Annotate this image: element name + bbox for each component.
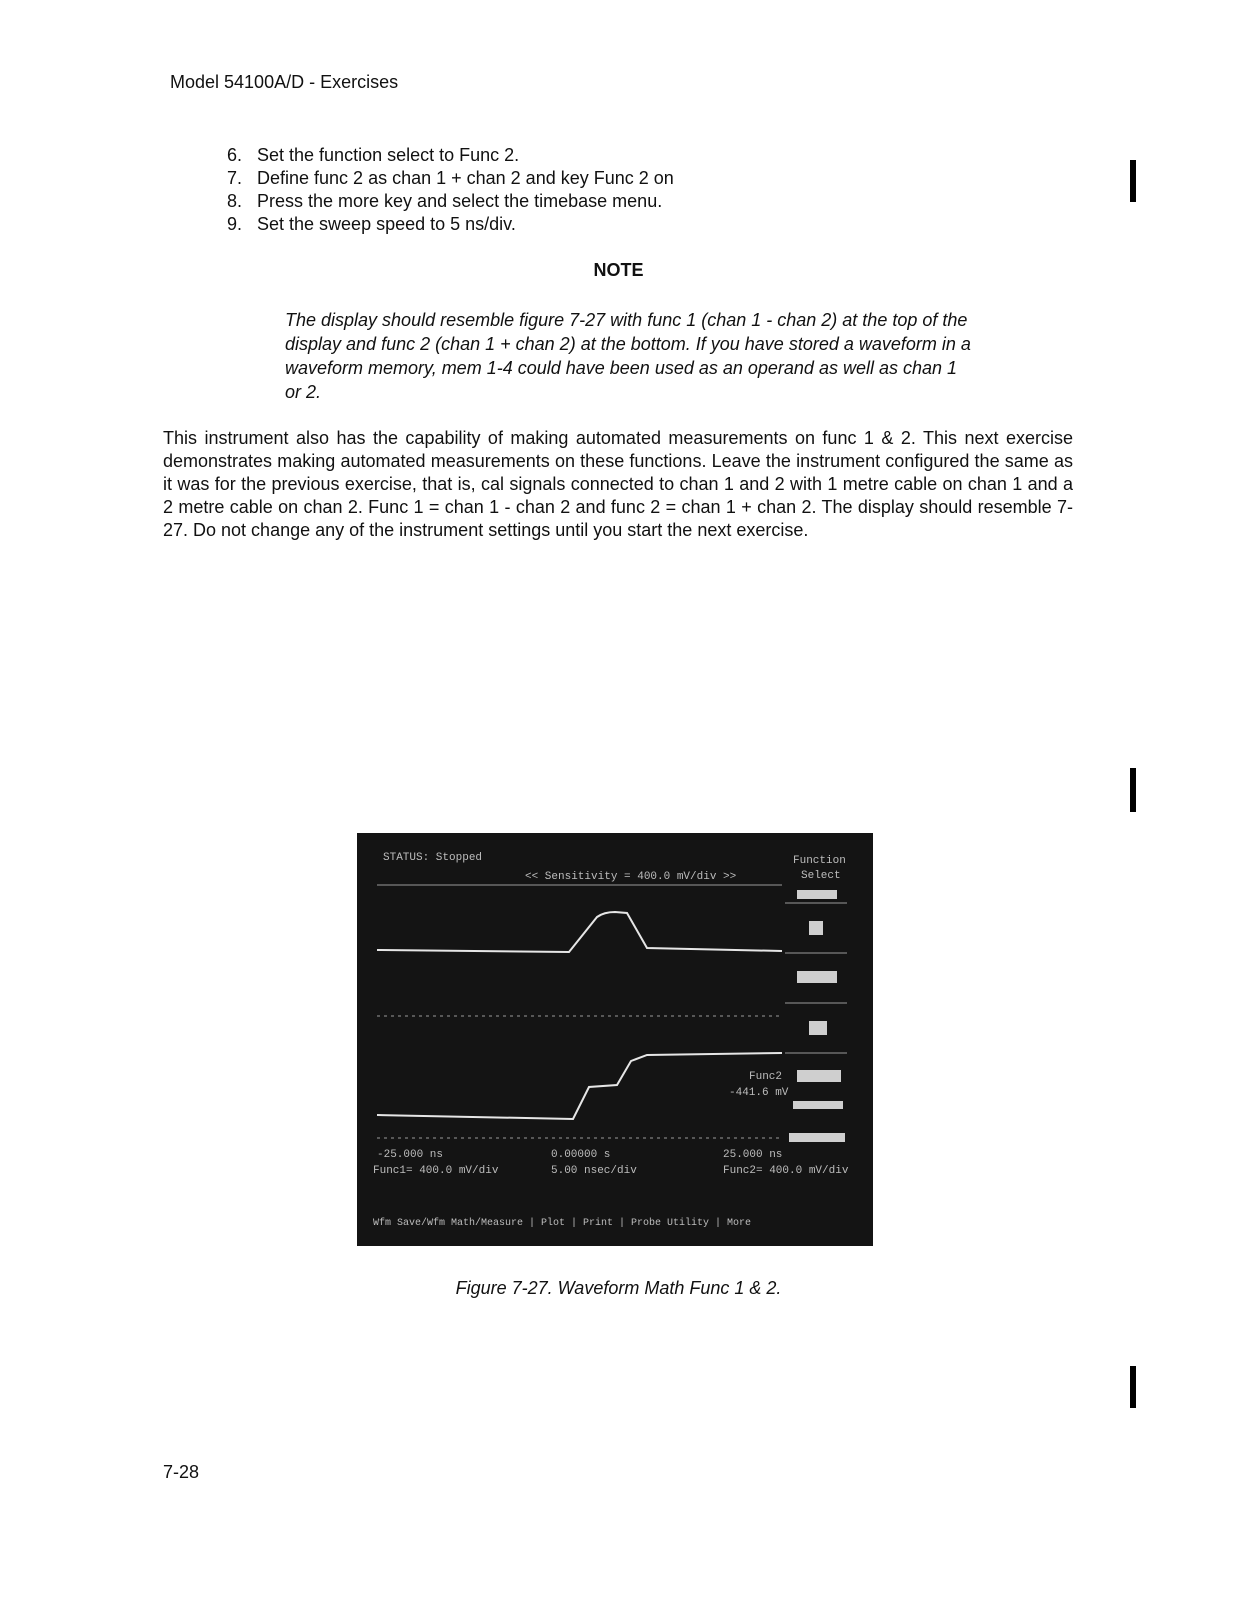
func2-value: -441.6 mV: [729, 1087, 789, 1099]
menu-key: [797, 1070, 841, 1082]
menu-key: [797, 971, 837, 983]
step-number: 9.: [227, 214, 243, 234]
page-header: Model 54100A/D - Exercises: [170, 72, 399, 92]
menu-key: [797, 890, 837, 899]
oscilloscope-screenshot: [357, 833, 873, 1246]
step-text: Press the more key and select the timebase menu.: [257, 191, 663, 211]
menu-title-select: Select: [801, 870, 841, 882]
scope-sensitivity: << Sensitivity = 400.0 mV/div >>: [525, 871, 737, 883]
step-list: [227, 144, 674, 236]
func2-label: Func2: [749, 1071, 783, 1083]
step-number: 8.: [227, 191, 243, 211]
func2-trace: [377, 1053, 782, 1119]
body-paragraph: This instrument also has the capability of making automated measurements on func 1 & 2. This next exercise demonstrates making automated measurements on these functions. Leave the instrument configured the same as it was for the previous exercise, that is, cal signals connected to chan 1 and 2 with 1 metre cable on chan 1 and a 2 metre cable on chan 2. Func 1 = chan 1 - chan 2 and func 2 = chan 1 + chan 2. The display should resemble 7-27. Do not change any of the instrument settings until you start the next exercise.: [163, 428, 1073, 540]
step-text: Define func 2 as chan 1 + chan 2 and key Func 2 on: [257, 168, 674, 188]
timebase: 5.00 nsec/div: [551, 1165, 637, 1177]
list-item: [227, 167, 674, 190]
func2-sensitivity: Func2= 400.0 mV/div: [723, 1165, 849, 1177]
list-item: [227, 144, 674, 167]
scope-status: STATUS: Stopped: [383, 852, 483, 864]
binding-mark: [1130, 768, 1136, 812]
center-time: 0.00000 s: [551, 1149, 611, 1161]
func1-sensitivity: Func1= 400.0 mV/div: [373, 1165, 499, 1177]
bottom-right-time: 25.000 ns: [723, 1149, 783, 1161]
menu-key: [809, 921, 823, 935]
figure-caption: Figure 7-27. Waveform Math Func 1 & 2.: [455, 1278, 782, 1298]
note-title: NOTE: [593, 260, 644, 280]
bottom-left-time: -25.000 ns: [377, 1149, 444, 1161]
func1-trace: [377, 912, 782, 952]
binding-mark: [1130, 160, 1136, 202]
menu-key: [793, 1101, 843, 1109]
menu-key: [809, 1021, 827, 1035]
step-number: 7.: [227, 168, 243, 188]
step-text: Set the sweep speed to 5 ns/div.: [257, 214, 516, 234]
note-body: The display should resemble figure 7-27 with func 1 (chan 1 - chan 2) at the top of the display and func 2 (chan 1 + chan 2) at the bottom. If you have stored a waveform in a waveform memory, mem 1-4 could have been used as an operand as well as chan 1 or 2.: [285, 310, 971, 402]
page-number: 7-28: [163, 1462, 200, 1482]
scope-menu-bar: Wfm Save/Wfm Math/Measure | Plot | Print | Probe Utility | More: [373, 1218, 752, 1229]
binding-mark: [1130, 1366, 1136, 1408]
menu-title-function: Function: [793, 855, 846, 867]
list-item: [227, 213, 674, 236]
list-item: [227, 190, 674, 213]
scope-display: [357, 833, 873, 1246]
step-number: 6.: [227, 145, 243, 165]
step-text: Set the function select to Func 2.: [257, 145, 520, 165]
menu-key: [789, 1133, 845, 1142]
